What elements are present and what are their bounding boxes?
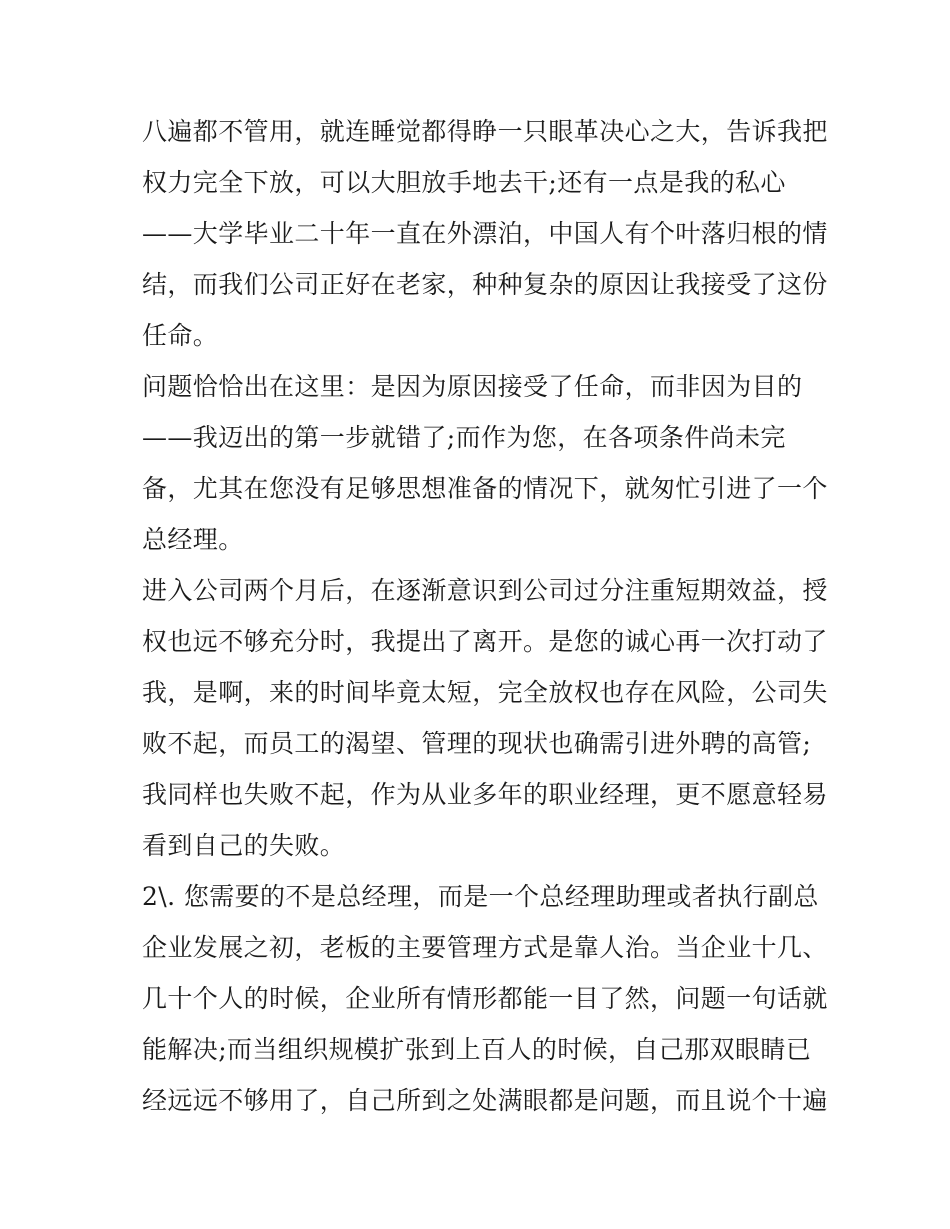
text-line: 总经理。 <box>142 525 244 554</box>
text-line: 败不起，而员工的渴望、管理的现状也确需引进外聘的高管; <box>142 729 812 758</box>
text-line: 几十个人的时候，企业所有情形都能一目了然，问题一句话就 <box>142 984 828 1013</box>
text-line: 八遍都不管用，就连睡觉都得睁一只眼革决心之大，告诉我把 <box>142 117 828 146</box>
text-line: 企业发展之初，老板的主要管理方式是靠人治。当企业十几、 <box>142 933 828 962</box>
text-line: ——我迈出的第一步就错了;而作为您，在各项条件尚未完 <box>142 423 786 452</box>
text-line: 2\. 您需要的不是总经理，而是一个总经理助理或者执行副总 <box>142 882 819 911</box>
text-line: 权力完全下放，可以大胆放手地去干;还有一点是我的私心 <box>142 168 786 197</box>
text-line: 我，是啊，来的时间毕竟太短，完全放权也存在风险，公司失 <box>142 678 828 707</box>
body-text <box>142 106 832 1126</box>
text-line: 任命。 <box>142 321 219 350</box>
text-line: 结，而我们公司正好在老家，种种复杂的原因让我接受了这份 <box>142 270 828 299</box>
text-line: 权也远不够充分时，我提出了离开。是您的诚心再一次打动了 <box>142 627 828 656</box>
text-line: 问题恰恰出在这里：是因为原因接受了任命，而非因为目的 <box>142 372 803 401</box>
text-line: 经远远不够用了，自己所到之处满眼都是问题，而且说个十遍 <box>142 1086 828 1115</box>
text-line: 进入公司两个月后，在逐渐意识到公司过分注重短期效益，授 <box>142 576 828 605</box>
text-line: 备，尤其在您没有足够思想准备的情况下，就匆忙引进了一个 <box>142 474 828 503</box>
text-line: 我同样也失败不起，作为从业多年的职业经理，更不愿意轻易 <box>142 780 828 809</box>
text-line: 能解决;而当组织规模扩张到上百人的时候，自己那双眼睛已 <box>142 1035 812 1064</box>
text-line: 看到自己的失败。 <box>142 831 346 860</box>
text-line: ——大学毕业二十年一直在外漂泊，中国人有个叶落归根的情 <box>142 219 828 248</box>
